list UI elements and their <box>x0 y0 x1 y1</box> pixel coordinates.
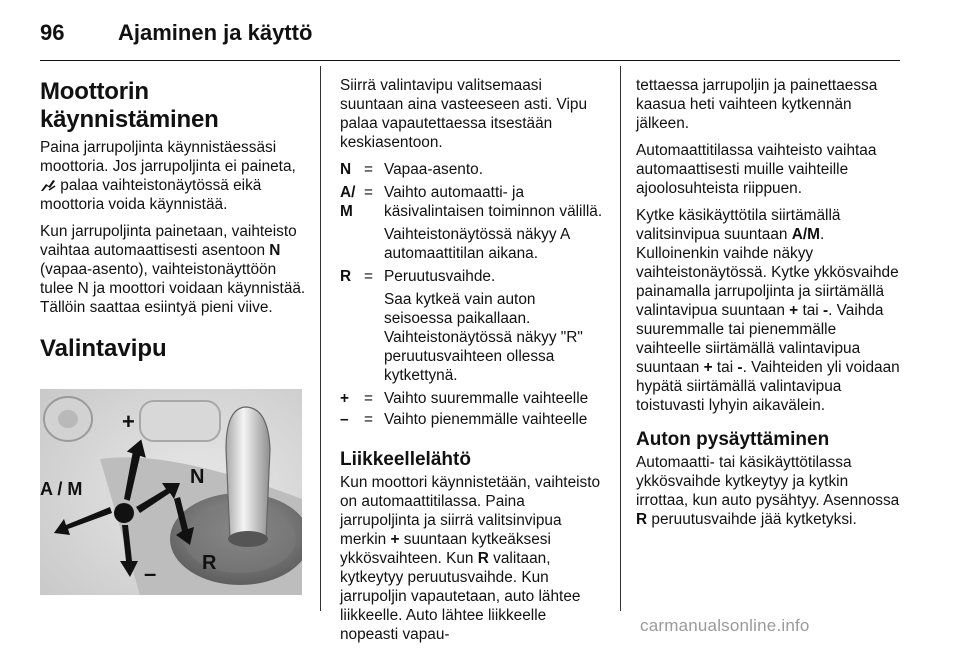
definition-value: Vaihto automaatti- ja käsivalintaisen toiminnon välillä. <box>384 184 603 220</box>
neutral-center-dot <box>114 503 134 523</box>
definition-value: Peruutusvaihde. <box>384 268 496 285</box>
bold-text: + <box>789 302 799 319</box>
text: . Kulloinenkin vaihde näkyy vaihteistonäytössä. Kytke ykkösvaihde painamalla jarrupoljinta ja siirtämällä valintavipua suuntaan <box>636 226 899 319</box>
bold-text: R <box>636 511 648 528</box>
text: . Vaihteiden yli voidaan hypätä siirtämällä valintavipua toistuvasti lyhyin aikavälein. <box>636 359 900 414</box>
column-divider-2 <box>620 66 621 611</box>
section-heading-selector-lever: Valintavipu <box>40 335 167 362</box>
text: (vapaa-asento), vaihteistonäyttöön tulee N ja moottori voidaan käynnistää. Tällöin saattaa esiintyä pieni viive. <box>40 261 306 316</box>
column-divider-1 <box>320 66 321 611</box>
text: peruutusvaihde jää kytketyksi. <box>647 511 857 528</box>
header-rule <box>40 60 900 61</box>
bold-text: A/M <box>791 226 820 243</box>
bold-text: N <box>269 242 281 259</box>
text: Kun moottori käynnistetään, vaihteisto on automaattitilassa. Paina jarrupoljinta ja siirrä valitsinvipua merkin <box>340 474 601 548</box>
equals-sign: = <box>364 268 373 285</box>
am-label: A / M <box>40 479 83 499</box>
definition-list <box>340 160 604 429</box>
section-heading-moving-off: Liikkeellelähtö <box>340 449 471 470</box>
text: tai <box>798 302 823 319</box>
bold-text: + <box>703 359 713 376</box>
page-header <box>40 20 920 60</box>
page-number: 96 <box>40 20 65 45</box>
text: . Vaihda suuremmalle tai pienemmälle vaihteelle siirtämällä valintavipua suuntaan <box>636 302 884 376</box>
n-label: N <box>190 466 205 488</box>
definition-note: Saa kytkeä vain auton seisoessa paikallaan. Vaihteistonäytössä näkyy "R" peruutusvaihteen ollessa kytkettynä. <box>384 291 583 384</box>
text: palaa vaihteistonäytössä eikä moottoria voida käynnistää. <box>40 177 262 213</box>
paragraph: Automaattitilassa vaihteisto vaihtaa automaattisesti muille vaihteille ajoolosuhteista riippuen. <box>636 142 877 197</box>
paragraph <box>40 222 308 317</box>
text: tai <box>712 359 738 376</box>
definition-row <box>340 267 604 286</box>
selector-lever-illustration <box>40 389 302 595</box>
bold-text: - <box>737 359 743 376</box>
definition-value: Vaihto pienemmälle vaihteelle <box>384 411 588 428</box>
paragraph <box>340 473 604 644</box>
paragraph <box>40 138 308 214</box>
section-heading-stopping: Auton pysäyttäminen <box>636 429 830 450</box>
r-label: R <box>202 552 217 574</box>
column-1 <box>40 72 308 600</box>
text: suuntaan kytkeäksesi ykkösvaihteen. Kun <box>340 531 551 567</box>
definition-row <box>340 410 604 429</box>
definition-note: Vaihteistonäytössä näkyy A automaattitilan aikana. <box>384 226 570 262</box>
column-2 <box>340 76 604 652</box>
column-3 <box>636 76 902 537</box>
definition-key: N <box>340 161 352 178</box>
definition-key: R <box>340 268 352 285</box>
paragraph: tettaessa jarrupoljin ja painettaessa kaasua heti vaihteen kytkennän jälkeen. <box>636 77 878 132</box>
minus-label: – <box>144 561 157 586</box>
paragraph <box>636 453 902 529</box>
definition-row <box>340 389 604 408</box>
equals-sign: = <box>364 184 373 201</box>
text: Kytke käsikäyttötila siirtämällä valitsinvipua suuntaan <box>636 207 841 243</box>
definition-row <box>340 183 604 221</box>
section-heading-engine-start: Moottorin käynnistäminen <box>40 78 219 133</box>
text: Kun jarrupoljinta painetaan, vaihteisto vaihtaa automaattisesti asentoon <box>40 223 297 259</box>
definition-value: Vaihto suuremmalle vaihteelle <box>384 390 589 407</box>
text: valitaan, kytkeytyy peruutusvaihde. Kun jarrupoljin vapautetaan, auto lähtee liikkeelle. Auto lähtee liikkeelle nopeasti vapau- <box>340 550 581 643</box>
equals-sign: = <box>364 411 373 428</box>
definition-key: – <box>340 411 349 428</box>
text: Automaatti- tai käsikäyttötilassa ykkösvaihde kytkeytyy ja kytkin irrottaa, kun auto pysähtyy. Asennossa <box>636 454 900 509</box>
watermark: carmanualsonline.info <box>640 616 810 635</box>
text: Paina jarrupoljinta käynnistäessäsi moottoria. Jos jarrupoljinta ei paineta, <box>40 139 296 175</box>
definition-key: A/ M <box>340 184 356 220</box>
plus-label: + <box>122 409 135 434</box>
paragraph: Siirrä valintavipu valitsemaasi suuntaan aina vasteeseen asti. Vipu palaa vapautettaessa itsestään keskiasentoon. <box>340 77 588 151</box>
shift-lever-knob <box>226 407 270 539</box>
equals-sign: = <box>364 161 373 178</box>
foot-on-pedal-icon <box>40 178 56 192</box>
definition-row <box>340 160 604 179</box>
bold-text: + <box>390 531 400 548</box>
paragraph <box>636 206 902 415</box>
equals-sign: = <box>364 390 373 407</box>
bold-text: R <box>477 550 489 567</box>
chapter-title: Ajaminen ja käyttö <box>118 20 313 45</box>
definition-key: + <box>340 390 349 407</box>
definition-value: Vapaa-asento. <box>384 161 483 178</box>
bold-text: - <box>822 302 829 319</box>
